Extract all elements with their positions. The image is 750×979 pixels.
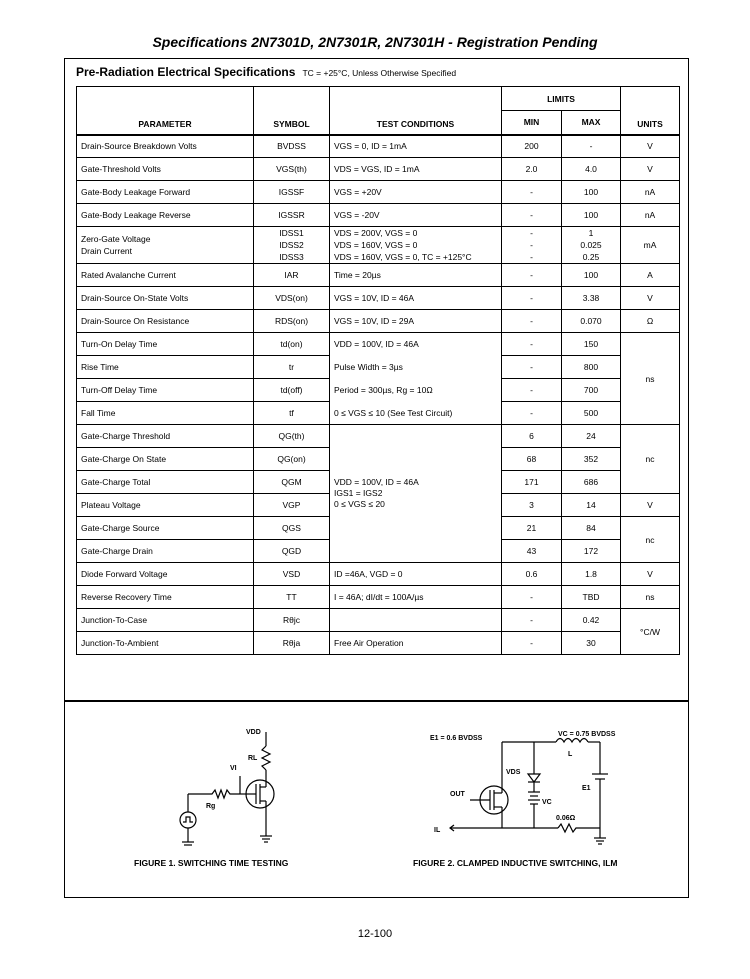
cell-max: 0.070: [562, 310, 621, 333]
cell-max: 150: [562, 333, 621, 356]
cell-min: -: [502, 586, 562, 609]
cell-symbol: BVDSS: [254, 135, 330, 158]
header-units: UNITS: [621, 87, 680, 135]
cell-symbol: RDS(on): [254, 310, 330, 333]
cell-conditions: VGS = 10V, ID = 46A: [330, 287, 502, 310]
cell-units: V: [621, 135, 680, 158]
inductor-icon: [556, 739, 588, 743]
header-max: MAX: [562, 111, 621, 135]
cell-max: 352: [562, 448, 621, 471]
section-title: Pre-Radiation Electrical Specifications: [76, 65, 296, 79]
sense-resistor: [558, 824, 600, 832]
cell-parameter: Gate-Charge Drain: [77, 540, 254, 563]
cell-units: V: [621, 158, 680, 181]
cell-parameter: Drain-Source On Resistance: [77, 310, 254, 333]
cell-min: 2.0: [502, 158, 562, 181]
cond-line: VDS = 200V, VGS = 0: [334, 228, 418, 238]
cell-conditions: VGS = 10V, ID = 29A: [330, 310, 502, 333]
cell-units: nA: [621, 204, 680, 227]
table-row: [77, 425, 680, 448]
min-line: -: [530, 228, 533, 238]
cell-min: -: [502, 310, 562, 333]
cell-units: ns: [621, 586, 680, 609]
cell-symbol: TT: [254, 586, 330, 609]
cell-symbol: IGSSF: [254, 181, 330, 204]
cell-max: 100: [562, 204, 621, 227]
cell-parameter: Drain-Source Breakdown Volts: [77, 135, 254, 158]
cond-line: VDD = 100V, ID = 46A: [334, 477, 419, 487]
cell-parameter: Rated Avalanche Current: [77, 264, 254, 287]
table-row: [77, 264, 680, 287]
cell-conditions: ID =46A, VGD = 0: [330, 563, 502, 586]
cell-symbol: IAR: [254, 264, 330, 287]
cell-max: 30: [562, 632, 621, 655]
cell-max: 700: [562, 379, 621, 402]
cell-min: -: [502, 609, 562, 632]
cell-max: 100: [562, 181, 621, 204]
header-min: MIN: [502, 111, 562, 135]
cell-max: 0.42: [562, 609, 621, 632]
page-title: Specifications 2N7301D, 2N7301R, 2N7301H - Registration Pending: [152, 34, 598, 50]
cell-min: 200: [502, 135, 562, 158]
rl-label: RL: [248, 755, 258, 762]
e1-source-label: E1: [582, 785, 591, 792]
spec-table: [76, 86, 680, 655]
cell-parameter: Gate-Charge Source: [77, 517, 254, 540]
cell-conditions-gate-charge: [330, 425, 502, 563]
cell-min: 6: [502, 425, 562, 448]
param-line: Drain Current: [81, 246, 133, 256]
cell-units: Ω: [621, 310, 680, 333]
symbol-line: IDSS2: [279, 240, 304, 250]
cell-units: nc: [621, 517, 680, 563]
cell-max: 172: [562, 540, 621, 563]
cell-conditions: VGS = 0, ID = 1mA: [330, 135, 502, 158]
cell-symbol: [254, 227, 330, 264]
cell-parameter: [77, 227, 254, 264]
cell-units: °C/W: [621, 609, 680, 655]
cell-conditions: I = 46A; dI/dt = 100A/µs: [330, 586, 502, 609]
cell-parameter: Turn-Off Delay Time: [77, 379, 254, 402]
table-row: [77, 563, 680, 586]
cell-min: -: [502, 287, 562, 310]
cell-min: 171: [502, 471, 562, 494]
max-line: 0.025: [580, 240, 602, 250]
rl-resistor: [262, 746, 270, 770]
vdd-label: VDD: [246, 729, 261, 736]
cell-symbol: QG(on): [254, 448, 330, 471]
cell-conditions: Time = 20µs: [330, 264, 502, 287]
cond-line: VDS = 160V, VGS = 0: [334, 240, 418, 250]
cell-min: -: [502, 333, 562, 356]
table-row: [77, 158, 680, 181]
cell-conditions: Period = 300µs, Rg = 10Ω: [330, 379, 502, 402]
cell-max: 3.38: [562, 287, 621, 310]
symbol-line: IDSS3: [279, 252, 304, 262]
max-line: 1: [588, 228, 594, 238]
clamp-diode-icon: [528, 774, 540, 782]
header-limits: LIMITS: [502, 87, 621, 111]
cell-parameter: Gate-Charge Threshold: [77, 425, 254, 448]
table-row: [77, 287, 680, 310]
cell-conditions: 0 ≤ VGS ≤ 10 (See Test Circuit): [330, 402, 502, 425]
min-line: -: [530, 240, 533, 250]
rg-label: Rg: [206, 803, 216, 810]
page-number: 12-100: [357, 928, 393, 940]
cell-symbol: tf: [254, 402, 330, 425]
table-row: [77, 609, 680, 632]
table-row: [77, 333, 680, 356]
cond-line: VDS = 160V, VGS = 0, TC = +125°C: [334, 252, 472, 262]
cell-max: 100: [562, 264, 621, 287]
cell-conditions: VGS = -20V: [330, 204, 502, 227]
cell-parameter: Junction-To-Ambient: [77, 632, 254, 655]
e1-label: E1 = 0.6 BVDSS: [430, 735, 483, 742]
cell-conditions: VDS = VGS, ID = 1mA: [330, 158, 502, 181]
inductor-label: L: [568, 751, 573, 758]
cell-max: 14: [562, 494, 621, 517]
cell-min: -: [502, 264, 562, 287]
symbol-line: IDSS1: [279, 228, 304, 238]
cell-parameter: Rise Time: [77, 356, 254, 379]
cell-min: [502, 227, 562, 264]
cell-units: ns: [621, 333, 680, 425]
cell-parameter: Fall Time: [77, 402, 254, 425]
resistor-label: 0.06Ω: [556, 815, 576, 822]
vds-label: VDS: [506, 769, 521, 776]
header-parameter: PARAMETER: [77, 87, 254, 135]
cell-min: -: [502, 181, 562, 204]
cell-symbol: QGD: [254, 540, 330, 563]
cell-parameter: Junction-To-Case: [77, 609, 254, 632]
table-row: [77, 310, 680, 333]
cell-parameter: Gate-Charge Total: [77, 471, 254, 494]
table-row: [77, 181, 680, 204]
param-line: Zero-Gate Voltage: [81, 234, 151, 244]
figure1-diagram: [160, 712, 300, 852]
cell-symbol: tr: [254, 356, 330, 379]
vc-label: VC = 0.75 BVDSS: [558, 731, 616, 738]
cell-min: 0.6: [502, 563, 562, 586]
cond-line: 0 ≤ VGS ≤ 20: [334, 499, 385, 509]
cell-max: -: [562, 135, 621, 158]
cell-symbol: Rθjc: [254, 609, 330, 632]
cell-max: 800: [562, 356, 621, 379]
cell-parameter: Turn-On Delay Time: [77, 333, 254, 356]
cell-max: 686: [562, 471, 621, 494]
min-line: -: [530, 252, 533, 262]
cell-units: V: [621, 494, 680, 517]
cell-units: nA: [621, 181, 680, 204]
header-test-conditions: TEST CONDITIONS: [330, 87, 502, 135]
cell-min: -: [502, 356, 562, 379]
table-row: [77, 379, 680, 402]
vc-source-label: VC: [542, 799, 552, 806]
cell-min: -: [502, 379, 562, 402]
table-row: [77, 632, 680, 655]
figure-divider: [64, 700, 689, 702]
cell-symbol: VSD: [254, 563, 330, 586]
cell-min: 68: [502, 448, 562, 471]
cell-parameter: Plateau Voltage: [77, 494, 254, 517]
cell-conditions: [330, 609, 502, 632]
cell-parameter: Drain-Source On-State Volts: [77, 287, 254, 310]
cell-max: 84: [562, 517, 621, 540]
cell-parameter: Gate-Threshold Volts: [77, 158, 254, 181]
cell-conditions: Pulse Width = 3µs: [330, 356, 502, 379]
cell-max: [562, 227, 621, 264]
cell-min: 43: [502, 540, 562, 563]
cell-symbol: Rθja: [254, 632, 330, 655]
cell-symbol: QG(th): [254, 425, 330, 448]
cell-parameter: Diode Forward Voltage: [77, 563, 254, 586]
cell-symbol: IGSSR: [254, 204, 330, 227]
table-row: [77, 204, 680, 227]
cell-parameter: Gate-Body Leakage Forward: [77, 181, 254, 204]
cell-conditions: VGS = +20V: [330, 181, 502, 204]
out-label: OUT: [450, 791, 465, 798]
cell-symbol: td(off): [254, 379, 330, 402]
cell-units: V: [621, 563, 680, 586]
cell-symbol: VGS(th): [254, 158, 330, 181]
section-heading: [76, 65, 456, 79]
table-row: [77, 586, 680, 609]
cell-symbol: td(on): [254, 333, 330, 356]
rg-resistor: [188, 790, 240, 798]
cell-max: TBD: [562, 586, 621, 609]
cell-parameter: Reverse Recovery Time: [77, 586, 254, 609]
cell-min: -: [502, 402, 562, 425]
figure2-diagram: [426, 712, 636, 852]
pulse-source-icon: [180, 812, 196, 828]
table-row: [77, 356, 680, 379]
cell-min: 3: [502, 494, 562, 517]
cell-min: -: [502, 204, 562, 227]
cell-units: A: [621, 264, 680, 287]
cell-conditions: [330, 227, 502, 264]
table-row: [77, 135, 680, 158]
il-label: IL: [434, 827, 441, 834]
cell-max: 4.0: [562, 158, 621, 181]
table-row: [77, 227, 680, 264]
cell-units: V: [621, 287, 680, 310]
max-line: 0.25: [582, 252, 600, 262]
cell-parameter: Gate-Body Leakage Reverse: [77, 204, 254, 227]
vi-label: VI: [230, 765, 237, 772]
cell-symbol: QGS: [254, 517, 330, 540]
cell-units: nc: [621, 425, 680, 494]
cell-max: 24: [562, 425, 621, 448]
cond-line: IGS1 = IGS2: [334, 488, 383, 498]
cell-min: -: [502, 632, 562, 655]
cell-min: 21: [502, 517, 562, 540]
cell-symbol: VGP: [254, 494, 330, 517]
cell-units: mA: [621, 227, 680, 264]
figure1-caption: FIGURE 1. SWITCHING TIME TESTING: [134, 858, 289, 868]
header-symbol: SYMBOL: [254, 87, 330, 135]
cell-conditions: VDD = 100V, ID = 46A: [330, 333, 502, 356]
cell-max: 500: [562, 402, 621, 425]
cell-conditions: Free Air Operation: [330, 632, 502, 655]
figure2-caption: FIGURE 2. CLAMPED INDUCTIVE SWITCHING, ILM: [413, 858, 618, 868]
cell-max: 1.8: [562, 563, 621, 586]
section-conditions: TC = +25°C, Unless Otherwise Specified: [302, 68, 457, 78]
cell-parameter: Gate-Charge On State: [77, 448, 254, 471]
cell-symbol: QGM: [254, 471, 330, 494]
cell-symbol: VDS(on): [254, 287, 330, 310]
table-row: [77, 402, 680, 425]
